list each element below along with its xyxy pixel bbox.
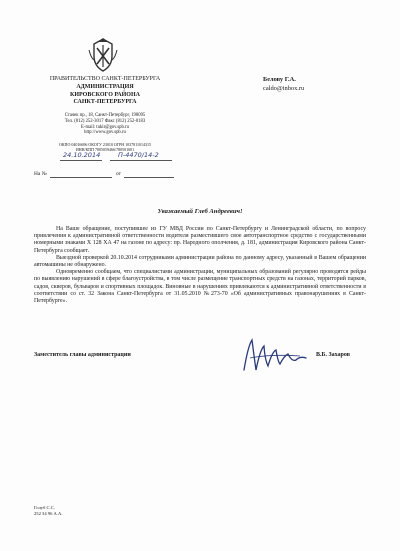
addressee-block xyxy=(263,76,304,93)
registration-number: П-4470/14-2 xyxy=(118,151,159,159)
sender-line-3: КИРОВСКОГО РАЙОНА xyxy=(70,91,140,98)
reply-date-underline xyxy=(124,177,174,178)
sender-codes xyxy=(20,142,190,152)
number-underline xyxy=(110,160,172,161)
sender-email: E-mail: tukir@gov.spb.ru xyxy=(81,124,129,130)
date-underline xyxy=(60,160,102,161)
sender-phone: Тел. (812) 252-3017 Факс (812) 252-0183 xyxy=(64,118,146,124)
executor-name: Голуб С.С. xyxy=(34,505,55,510)
letter-body xyxy=(34,226,366,305)
executor-block xyxy=(34,505,62,517)
reply-reference xyxy=(34,171,47,177)
sender-administration xyxy=(20,84,190,107)
body-paragraph-3: Одновременно сообщаем, что специалистами администрации, муниципальных образований регулярно проводятся рейды по выявлению нарушений в сфере благоустройства, в том числе размещение транспортных средств на газонах, территорий парков, садов, скверов, бульваров и спортивных площадок. Виновные в нарушениях привлекаются к административной ответственности в соответствии со ст. 32 Закона Санкт-Петербурга от 31.05.2010 №273-70 «Об административных правонарушениях в Санкт-Петербурге». xyxy=(34,269,366,305)
handwritten-signature xyxy=(240,336,310,376)
reply-number-underline xyxy=(50,177,112,178)
reply-prefix: На № xyxy=(34,171,47,177)
coat-of-arms-emblem xyxy=(88,38,118,72)
sender-government: ПРАВИТЕЛЬСТВО САНКТ-ПЕТЕРБУРГА xyxy=(49,76,161,82)
signatory-name: В.Б. Захаров xyxy=(316,352,350,358)
addressee-email: caldo@inbox.ru xyxy=(263,84,305,92)
sender-codes-2: ИНН/КПП 7805059466/780501001 xyxy=(75,147,135,152)
addressee-name: Белову Г.А. xyxy=(263,76,296,83)
sender-site: http://www.gov.spb.ru xyxy=(84,130,126,136)
sender-address: Стачек пр., 18, Санкт-Петербург, 198095 xyxy=(64,113,146,118)
sender-line-2: АДМИНИСТРАЦИЯ xyxy=(76,84,134,90)
reply-from-label: от xyxy=(116,171,121,177)
signatory-role: Заместитель главы администрации xyxy=(34,352,131,358)
executor-phone: 252 34 96 А.А. xyxy=(34,511,63,516)
sender-codes-1: ОКПО 04016696 ОКОГУ 23010 ОГРН 1037811014315 xyxy=(59,142,151,147)
sender-line-4: САНКТ-ПЕТЕРБУРГА xyxy=(73,99,137,106)
sender-contacts xyxy=(20,113,190,136)
registration-date: 24.10.2014 xyxy=(63,151,101,159)
greeting: Уважаемый Глеб Андреевич! xyxy=(157,208,243,215)
body-paragraph-1: На Ваше обращение, поступившее из ГУ МВД России по Санкт-Петербургу и Ленинградской области, по вопросу привлечения к административной ответственности водителя разместившего свое автотранспортное средство с государственными номерными знаками Х 128 ХА 47 на газоне по адресу: пр. Народного ополчения, д. 181, администрация Кировского района Санкт-Петербурга сообщает. xyxy=(34,226,366,254)
body-paragraph-2: Выездной проверкой 20.10.2014 сотрудниками администрации района по данному адресу, указанный в Вашем обращении автомашины не обнаружено. xyxy=(34,254,366,269)
